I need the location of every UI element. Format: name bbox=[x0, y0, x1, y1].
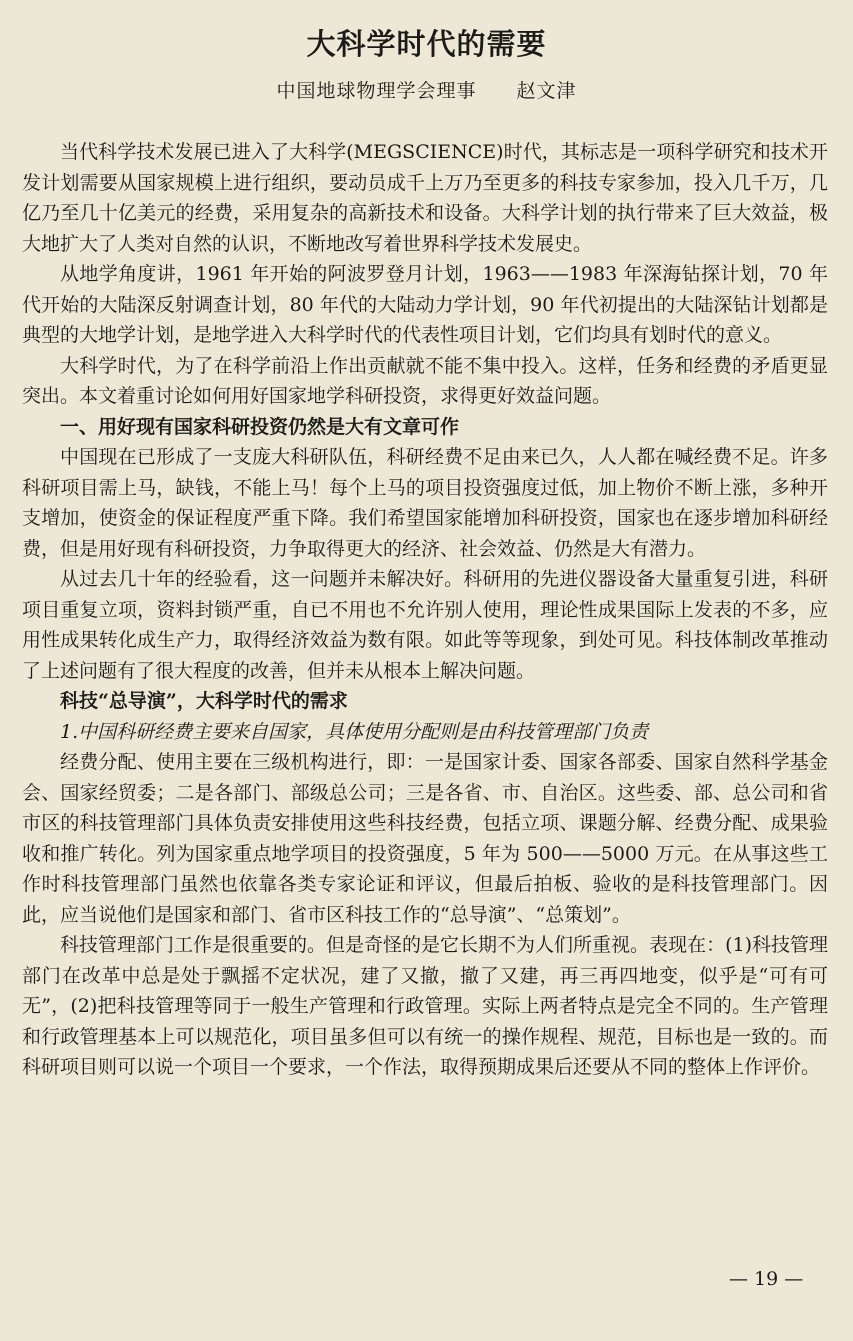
paragraph-management: 科技管理部门工作是很重要的。但是奇怪的是它长期不为人们所重视。表现在：(1)科技管理部门在改革中总是处于飘摇不定状况，建了又撤，撤了又建，再三再四地变，似乎是“可有可无”，(2)把科技管理等同于一般生产管理和行政管理。实际上两者特点是完全不同的。生产管理和行政管理基本上可以规范化，项目虽多但可以有统一的操作规程、规范，目标也是一致的。而科研项目则可以说一个项目一个要求，一个作法，取得预期成果后还要从不同的整体上作评价。 bbox=[22, 934, 828, 1078]
subheading-1: 1.中国科研经费主要来自国家，具体使用分配则是由科技管理部门负责 bbox=[60, 720, 649, 743]
article-title: 大科学时代的需要 bbox=[306, 27, 547, 61]
paragraph-allocation: 经费分配、使用主要在三级机构进行，即：一是国家计委、国家各部委、国家自然科学基金会、国家经贸委；二是各部门、部级总公司；三是各省、市、自治区。这些委、部、总公司和省市区的科技管理部门具体负责安排使用这些科技经费，包括立项、课题分解、经费分配、成果验收和推广转化。列为国家重点地学项目的投资强度，5 年为 500——5000 万元。在从事这些工作时科技管理部门虽然也依靠各类专家论证和评议，但最后拍板、验收的是科技管理部门。因此，应当说他们是国家和部门、省市区科技工作的“总导演”、“总策划”。 bbox=[22, 751, 828, 926]
author-name: 赵文津 bbox=[516, 80, 577, 102]
paragraph-geoscience: 从地学角度讲，1961 年开始的阿波罗登月计划，1963——1983 年深海钻探计划，70 年代开始的大陆深反射调查计划，80 年代的大陆动力学计划，90 年代初提出的大陆深钻计划都是典型的大地学计划，是地学进入大科学时代的代表性项目计划，它们均具有划时代的意义。 bbox=[22, 263, 828, 346]
article-body bbox=[22, 137, 828, 1083]
author-affiliation: 中国地球物理学会理事 bbox=[276, 80, 477, 102]
paragraph-funding: 中国现在已形成了一支庞大科研队伍，科研经费不足由来已久，人人都在喊经费不足。许多科研项目需上马，缺钱，不能上马！每个上马的项目投资强度过低，加上物价不断上涨，多种开支增加，使资金的保证程度严重下降。我们希望国家能增加科研投资，国家也在逐步增加科研经费，但是用好现有科研投资，力争取得更大的经济、社会效益、仍然是大有潜力。 bbox=[22, 446, 828, 560]
section-heading-2: 科技“总导演”，大科学时代的需求 bbox=[60, 690, 348, 712]
paragraph-investment: 大科学时代，为了在科学前沿上作出贡献就不能不集中投入。这样，任务和经费的矛盾更显突出。本文着重讨论如何用好国家地学科研投资，求得更好效益问题。 bbox=[22, 354, 828, 407]
paragraph-intro: 当代科学技术发展已进入了大科学(MEGSCIENCE)时代，其标志是一项科学研究和技术开发计划需要从国家规模上进行组织，要动员成千上万乃至更多的科技专家参加，投入几千万，几亿乃至几十亿美元的经费，采用复杂的高新技术和设备。大科学计划的执行带来了巨大效益，极大地扩大了人类对自然的认识，不断地改写着世界科学技术发展史。 bbox=[22, 141, 828, 255]
paragraph-experience: 从过去几十年的经验看，这一问题并未解决好。科研用的先进仪器设备大量重复引进，科研项目重复立项，资料封锁严重，自已不用也不允许别人使用，理论性成果国际上发表的不多，应用性成果转化成生产力，取得经济效益为数有限。如此等等现象，到处可见。科技体制改革推动了上述问题有了很大程度的改善，但并未从根本上解决问题。 bbox=[22, 568, 828, 682]
section-heading-1: 一、用好现有国家科研投资仍然是大有文章可作 bbox=[60, 415, 460, 438]
page-number: — 19 — bbox=[729, 1268, 804, 1290]
byline bbox=[0, 76, 853, 103]
